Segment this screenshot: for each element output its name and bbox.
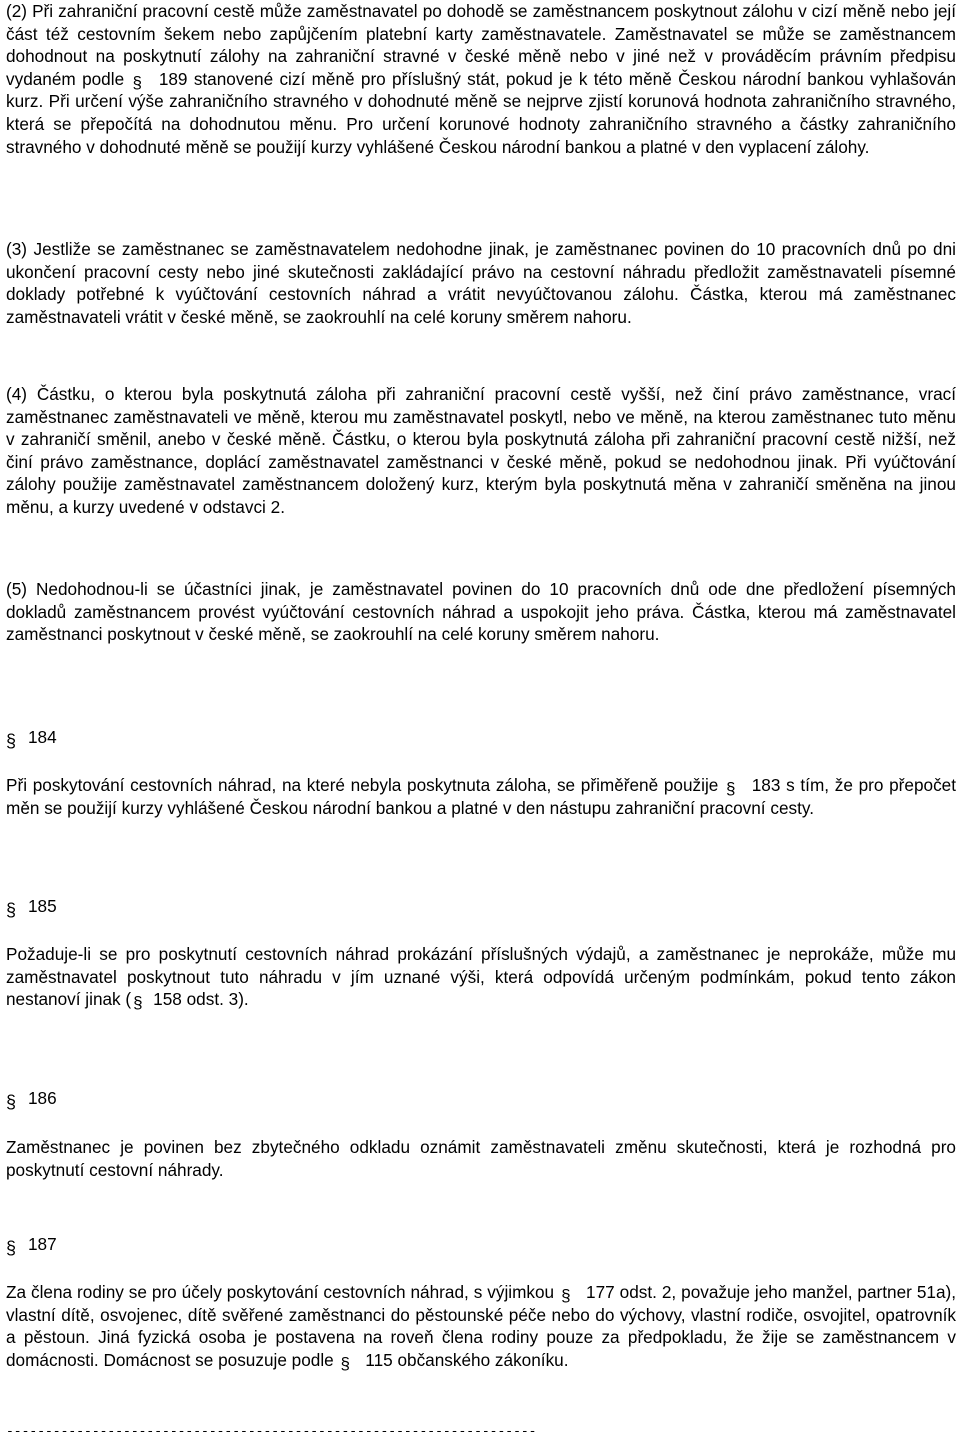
paragraph-4-text: (4) Částku, o kterou byla poskytnutá záloha při zahraniční pracovní cestě vyšší, než činí právo zaměstnance, vrací zaměstnanec zaměstnavateli ve měně, kterou mu zaměstnavatel poskytl, nebo ve měně, na kterou zaměstnanec tuto měnu v zahraničí směnil, anebo v české měně. Částku, o kterou byla poskytnutá záloha při zahraniční pracovní cestě nižší, než činí právo zaměstnance, doplácí zaměstnavatel zaměstnanci v české měně, pokud se nedohodnou jinak. Při vyúčtování zálohy použije zaměstnavatel zaměstnancem doložený kurz, kterým byla poskytnutá měna v zahraničí směněna na jinou měnu, a kurzy uvedené v odstavci 2. xyxy=(6,384,956,517)
paragraph-3 xyxy=(6,238,956,328)
section-187-text: Za člena rodiny se pro účely poskytování cestovních náhrad, s výjimkou xyxy=(6,1282,555,1302)
section-186-number: 186 xyxy=(28,1088,57,1108)
section-184-number: 184 xyxy=(28,727,57,747)
section-187-heading xyxy=(6,1233,57,1257)
section-185-text-cont: 158 odst. 3). xyxy=(153,989,249,1010)
section-187-body xyxy=(6,1281,956,1371)
section-sign-icon xyxy=(132,71,146,89)
section-187-text-cont: 115 občanského zákoníku. xyxy=(365,1349,569,1370)
section-185-number: 185 xyxy=(28,896,57,916)
section-184-text-cont: 183 s tím, že pro přepočet měn se použijí kurzy vyhlášené Českou národní bankou a platné v den nástupu zahraniční pracovní cesty. xyxy=(6,775,957,818)
paragraph-2-text-cont: 189 stanovené cizí měně pro příslušný stát, pokud je k této měně Českou národní bankou vyhlašován kurz. Při určení výše zahraničního stravného v dohodnuté měně se nejprve zjistí korunová hodnota zahraničního stravného, která se přepočítá na dohodnutou měnu. Pro určení korunové hodnoty zahraničního stravného a částky zahraničního stravného v dohodnuté měně se použijí kurzy vyhlášené Českou národní bankou a platné v den vyplacení zálohy. xyxy=(6,68,957,157)
section-sign-icon xyxy=(6,730,22,750)
section-185-heading xyxy=(6,895,57,919)
section-sign-icon xyxy=(561,1284,575,1302)
paragraph-5-text: (5) Nedohodnou-li se účastníci jinak, je zaměstnavatel povinen do 10 pracovních dnů ode dne předložení písemných dokladů zaměstnancem provést vyúčtování cestovních náhrad a uspokojit jeho práva. Částka, kterou má zaměstnavatel zaměstnanci poskytnout v české měně, se zaokrouhlí na celé koruny směrem nahoru. xyxy=(6,579,956,645)
section-187-text-mid: 177 odst. 2, považuje jeho manžel, partner 51a), vlastní dítě, osvojenec, dítě svěřené zaměstnanci do pěstounské péče nebo do výchovy, vlastní rodiče, osvojitel, opatrovník a pěstoun. Jiná fyzická osoba je postavena na roveň člena rodiny pouze za předpokladu, že žije se zaměstnancem v domácnosti. Domácnost se posuzuje podle xyxy=(6,1282,957,1370)
footnote-separator: -------------------------------------------------------------------- xyxy=(6,1424,537,1439)
paragraph-2-text: (2) Při zahraniční pracovní cestě může zaměstnavatel po dohodě se zaměstnancem poskytnout zálohu v cizí měně nebo její část též cestovním šekem nebo zapůjčením platební karty zaměstnavatele. Zaměstnavatel se může se zaměstnancem dohodnout na poskytnutí zálohy na zahraniční stravné v české měně nebo v jiné než v prováděcím právním předpisu vydaném podle xyxy=(6,1,956,89)
paragraph-2 xyxy=(6,0,956,158)
paragraph-5 xyxy=(6,578,956,646)
section-186-text: Zaměstnanec je povinen bez zbytečného odkladu oznámit zaměstnavateli změnu skutečnosti, která je rozhodná pro poskytnutí cestovní náhrady. xyxy=(6,1137,956,1180)
section-sign-icon xyxy=(6,1091,22,1111)
section-185-text: Požaduje-li se pro poskytnutí cestovních náhrad prokázání příslušných výdajů, a zaměstnanec je neprokáže, může mu zaměstnavatel poskytnout tuto náhradu v jím uznané výši, která odpovídá určeným podmínkám, pokud tento zákon nestanoví jinak ( xyxy=(6,944,956,1010)
section-184-heading xyxy=(6,726,57,750)
paragraph-3-text: (3) Jestliže se zaměstnanec se zaměstnavatelem nedohodne jinak, je zaměstnanec povinen do 10 pracovních dnů po dni ukončení pracovní cesty nebo jiné skutečnosti zakládající právo na cestovní náhradu předložit zaměstnavateli písemné doklady potřebné k vyúčtování cestovních náhrad a vrátit nevyúčtovanou zálohu. Částka, kterou má zaměstnanec zaměstnavateli vrátit v české měně, se zaokrouhlí na celé koruny směrem nahoru. xyxy=(6,239,956,327)
section-186-heading xyxy=(6,1087,57,1111)
paragraph-4 xyxy=(6,383,956,519)
section-sign-icon xyxy=(6,1237,22,1257)
section-sign-icon xyxy=(726,777,740,795)
section-sign-icon xyxy=(6,899,22,919)
section-187-number: 187 xyxy=(28,1234,57,1254)
section-186-body xyxy=(6,1136,956,1181)
section-sign-icon xyxy=(341,1352,355,1370)
section-185-body xyxy=(6,943,956,1011)
section-184-text: Při poskytování cestovních náhrad, na které nebyla poskytnuta záloha, se přiměřeně použije xyxy=(6,775,719,795)
section-sign-icon xyxy=(133,991,147,1009)
section-184-body xyxy=(6,774,956,819)
